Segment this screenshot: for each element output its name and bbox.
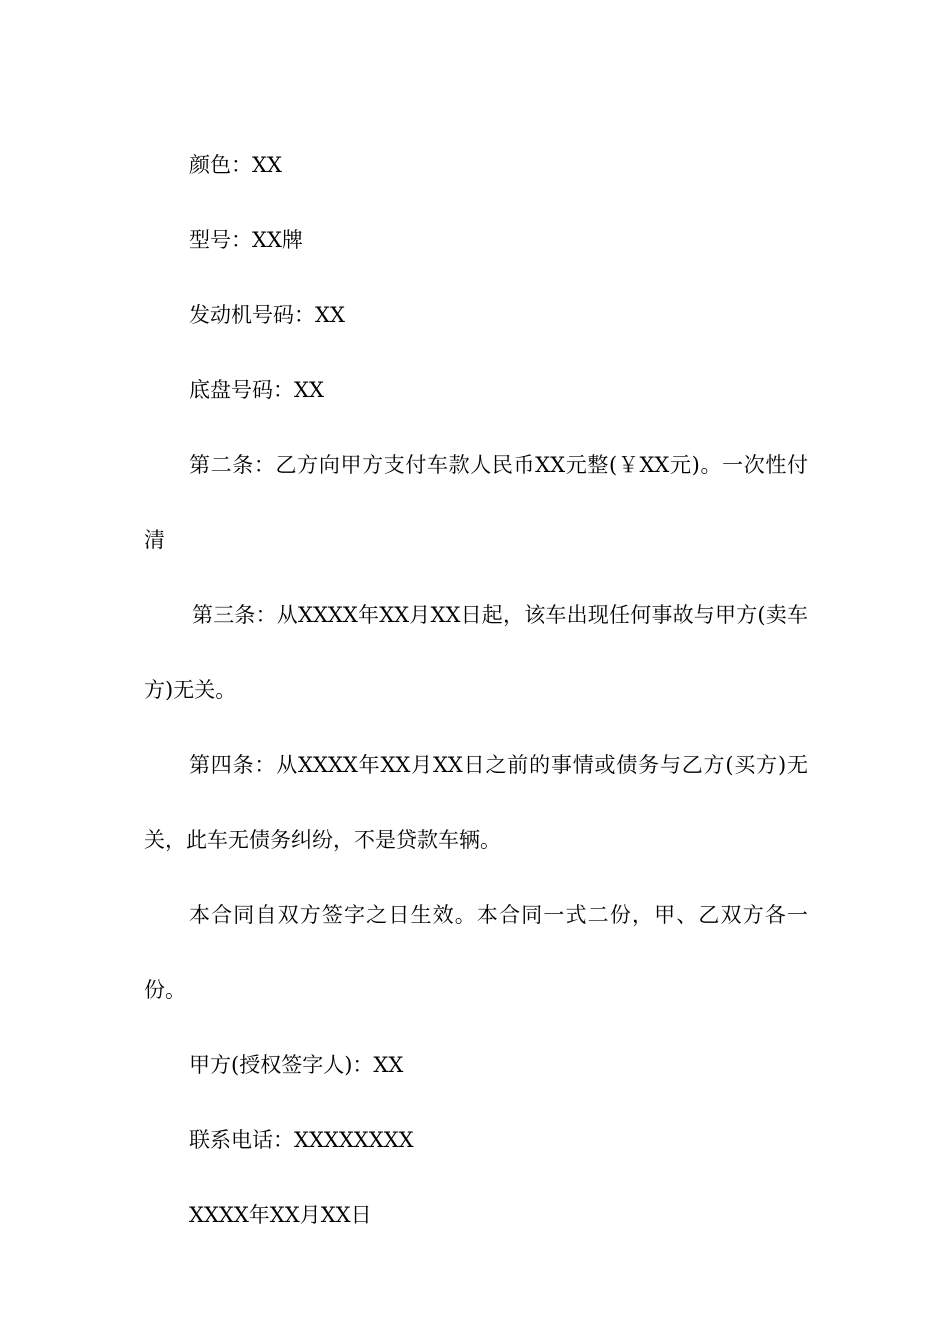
document-body [144, 128, 808, 1253]
model-line: 型号：XX牌 [189, 228, 303, 252]
clause-2: 第二条：乙方向甲方支付车款人民币XX元整(￥XX元)。一次性付清 [144, 453, 808, 552]
effective-clause: 本合同自双方签字之日生效。本合同一式二份，甲、乙双方各一份。 [144, 903, 808, 1002]
clause-3: 第三条：从XXXX年XX月XX日起，该车出现任何事故与甲方(卖车方)无关。 [144, 603, 808, 702]
clause-4: 第四条：从XXXX年XX月XX日之前的事情或债务与乙方(买方)无关，此车无债务纠纷，不是贷款车辆。 [144, 753, 808, 852]
signing-date: XXXX年XX月XX日 [189, 1203, 372, 1227]
color-line: 颜色：XX [189, 153, 282, 177]
party-a-signatory: 甲方(授权签字人)：XX [189, 1053, 404, 1077]
contact-phone: 联系电话：XXXXXXXX [189, 1128, 414, 1152]
engine-number-line: 发动机号码：XX [189, 303, 345, 327]
chassis-number-line: 底盘号码：XX [189, 378, 324, 402]
